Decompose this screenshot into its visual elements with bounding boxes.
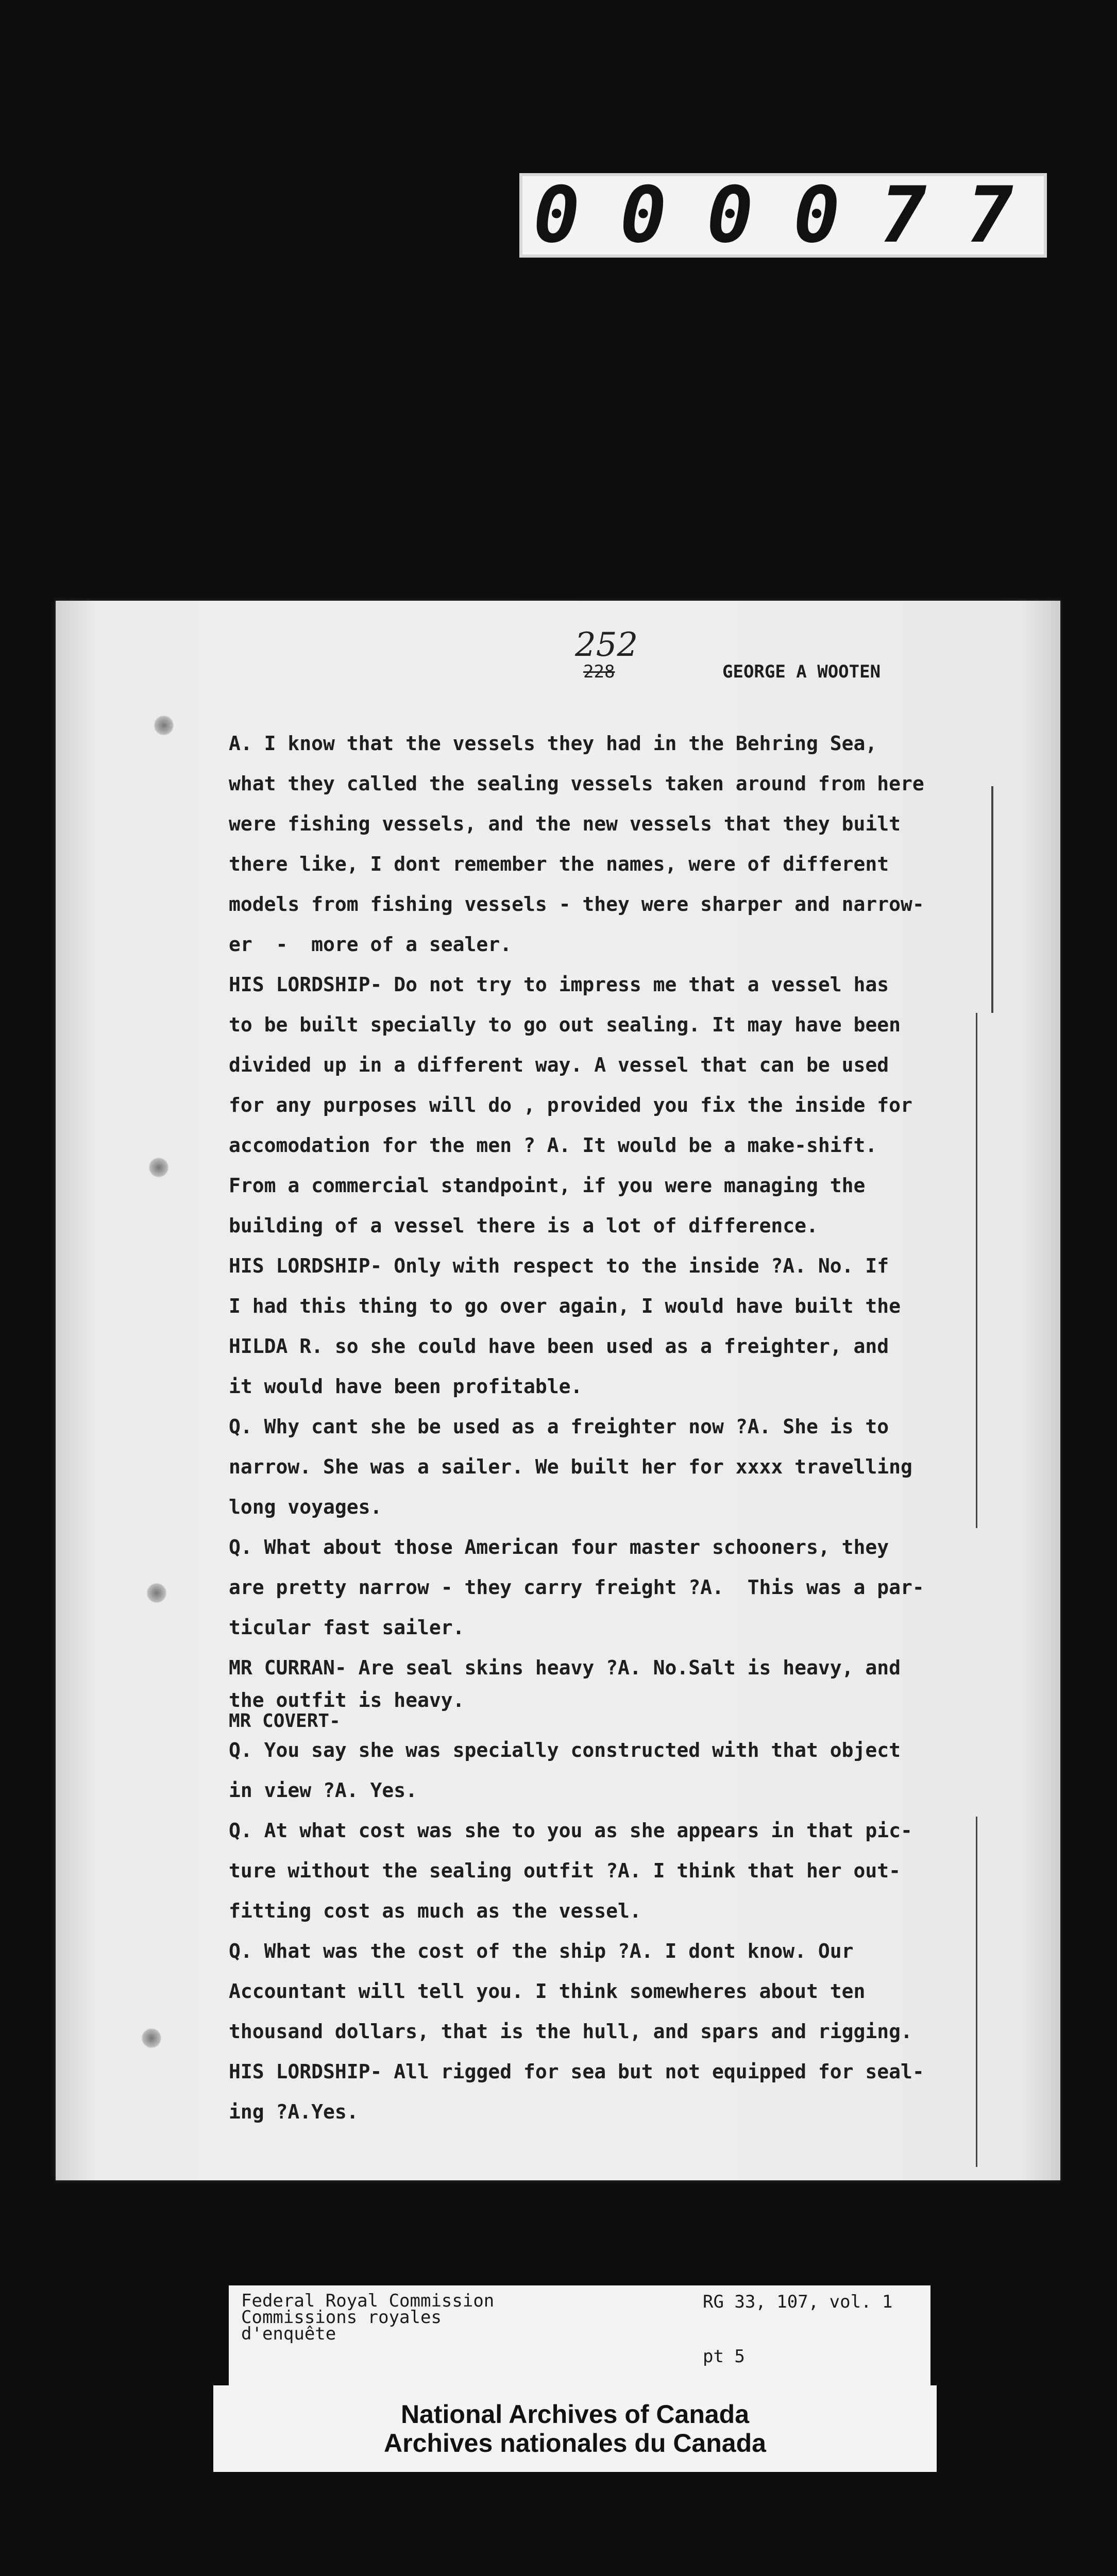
transcript-line: Q. You say she was specially constructed with that object (229, 1739, 901, 1761)
archives-banner (213, 2385, 937, 2472)
transcript-line: there like, I dont remember the names, were of different (229, 853, 889, 875)
transcript-line: divided up in a different way. A vessel that can be used (229, 1054, 889, 1076)
transcript-line: models from fishing vessels - they were sharper and narrow- (229, 893, 924, 916)
transcript-body (229, 723, 1033, 2132)
transcript-line: I had this thing to go over again, I would have built the (229, 1295, 901, 1317)
transcript-line: for any purposes will do , provided you fix the inside for (229, 1094, 912, 1116)
transcript-line: Q. Why cant she be used as a freighter now ?A. She is to (229, 1415, 889, 1438)
handwritten-page-number: 252 (575, 626, 638, 664)
transcript-line: Q. What about those American four master schooners, they (229, 1536, 889, 1558)
transcript-line: ing ?A.Yes. (229, 2100, 359, 2123)
transcript-line: fitting cost as much as the vessel. (229, 1900, 641, 1922)
archives-name-french: Archives nationales du Canada (384, 2429, 766, 2458)
transcript-line: MR CURRAN- Are seal skins heavy ?A. No.Salt is heavy, and (229, 1656, 901, 1679)
witness-header: GEORGE A WOOTEN (722, 662, 881, 682)
part-number: pt 5 (703, 2346, 745, 2367)
margin-mark (991, 786, 993, 1013)
margin-mark (976, 1013, 977, 1528)
punch-hole (154, 715, 174, 736)
transcript-line: are pretty narrow - they carry freight ?A. This was a par- (229, 1576, 924, 1599)
transcript-line: Q. At what cost was she to you as she appears in that pic- (229, 1819, 912, 1842)
transcript-line: building of a vessel there is a lot of difference. (229, 1214, 818, 1237)
transcript-line: HIS LORDSHIP- All rigged for sea but not equipped for seal- (229, 2060, 924, 2083)
microfilm-frame-number: 000077 (519, 173, 1047, 258)
transcript-line: what they called the sealing vessels taken around from here (229, 772, 924, 795)
transcript-line: to be built specially to go out sealing. It may have been (229, 1013, 901, 1036)
transcript-line: narrow. She was a sailer. We built her for xxxx travelling (229, 1455, 912, 1478)
punch-hole (146, 1583, 167, 1603)
margin-mark (976, 1817, 977, 2167)
commission-line-1: Federal Royal Commission (241, 2291, 495, 2311)
archives-name-english: National Archives of Canada (400, 2400, 750, 2429)
transcript-line: Accountant will tell you. I think somewheres about ten (229, 1980, 866, 2003)
transcript-line: ture without the sealing outfit ?A. I think that her out- (229, 1859, 901, 1882)
transcript-line: HIS LORDSHIP- Only with respect to the inside ?A. No. If (229, 1255, 889, 1277)
punch-hole (148, 1157, 169, 1178)
transcript-line: MR COVERT- (229, 1710, 341, 1732)
document-page (56, 601, 1060, 2180)
transcript-line: accomodation for the men ? A. It would be a make-shift. (229, 1134, 877, 1157)
transcript-line: in view ?A. Yes. (229, 1779, 418, 1802)
transcript-line: ticular fast sailer. (229, 1616, 465, 1639)
commission-line-3: d'enquête (241, 2324, 336, 2344)
transcript-line: From a commercial standpoint, if you were managing the (229, 1174, 866, 1197)
transcript-line: were fishing vessels, and the new vessels that they built (229, 812, 901, 835)
transcript-line: A. I know that the vessels they had in the Behring Sea, (229, 732, 877, 755)
transcript-line: the outfit is heavy. (229, 1689, 465, 1711)
transcript-line: Q. What was the cost of the ship ?A. I dont know. Our (229, 1940, 854, 1962)
transcript-line: thousand dollars, that is the hull, and spars and rigging. (229, 2020, 912, 2043)
archive-reference-label (229, 2285, 930, 2387)
transcript-line: HIS LORDSHIP- Do not try to impress me that a vessel has (229, 973, 889, 996)
punch-hole (141, 2028, 162, 2048)
transcript-line: er - more of a sealer. (229, 933, 512, 956)
transcript-line: it would have been profitable. (229, 1375, 583, 1398)
struck-page-number: 228 (583, 662, 615, 682)
transcript-line: long voyages. (229, 1496, 382, 1518)
record-group-reference: RG 33, 107, vol. 1 (703, 2292, 893, 2312)
commission-name (241, 2293, 494, 2342)
commission-line-2: Commissions royales (241, 2307, 442, 2328)
transcript-line: HILDA R. so she could have been used as a freighter, and (229, 1335, 889, 1358)
